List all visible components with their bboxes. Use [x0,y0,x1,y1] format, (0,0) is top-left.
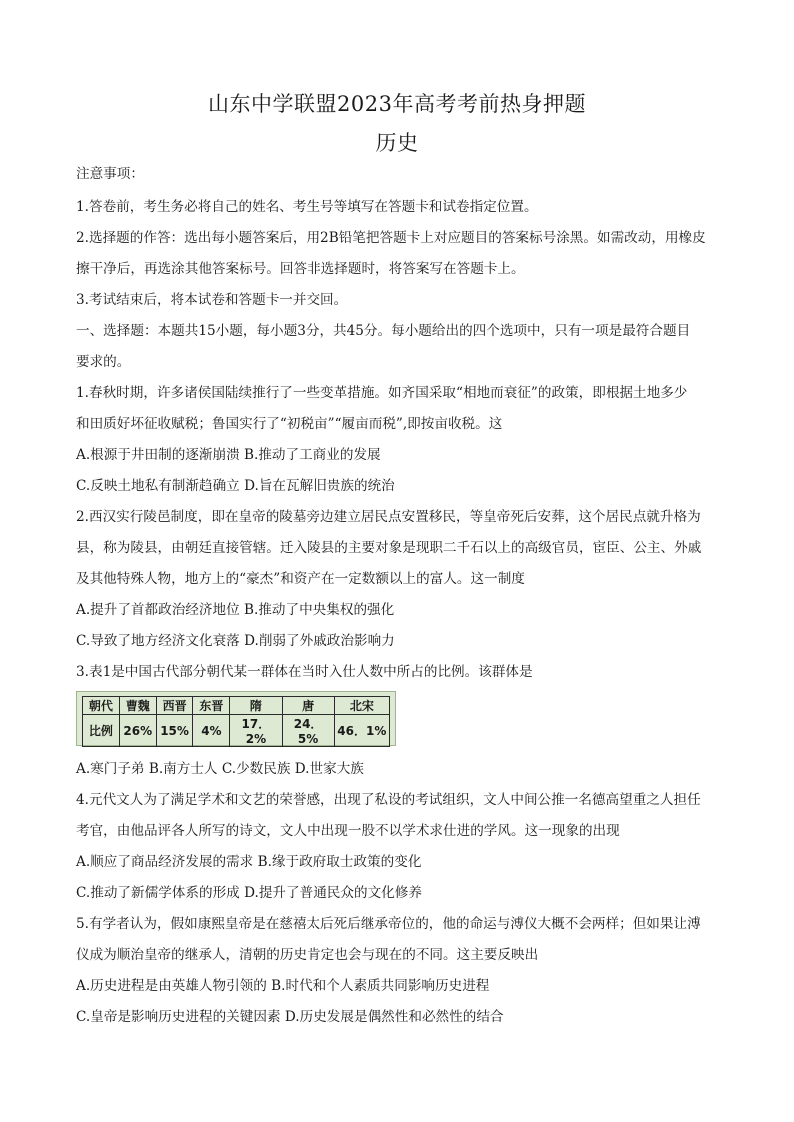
table-cell: 26% [119,715,156,747]
q2-options-cd: C.导致了地方经济文化衰落 D.削弱了外戚政治影响力 [76,633,395,649]
table-cell: 东晋 [193,697,230,715]
section-heading-cont: 要求的。 [76,354,131,370]
q4-options-ab: A.顺应了商品经济发展的需求 B.缘于政府取士政策的变化 [76,854,422,870]
notice-heading: 注意事项： [76,166,144,182]
table-cell: 17．2% [230,715,282,747]
table-cell: 4% [193,715,230,747]
table-cell: 北宋 [334,697,389,715]
q3-stem: 3.表1是中国古代部分朝代某一群体在当时入仕人数中所占的比例。该群体是 [76,664,533,680]
q5-stem-cont: 仪成为顺治皇帝的继承人，清朝的历史肯定也会与现在的不同。这主要反映出 [76,947,539,963]
q5-options-cd: C.皇帝是影响历史进程的关键因素 D.历史发展是偶然性和必然性的结合 [76,1009,504,1025]
q3-data-table [82,696,390,747]
section-heading: 一、选择题：本题共15小题，每小题3分，共45分。每小题给出的四个选项中，只有一项是最符合题目 [76,323,691,339]
table-row [83,715,390,747]
q4-stem-cont: 考官，由他品评各人所写的诗文，文人中出现一股不以学术求仕进的学风。这一现象的出现 [76,823,620,839]
q2-stem: 2.西汉实行陵邑制度，即在皇帝的陵墓旁边建立居民点安置移民，等皇帝死后安葬，这个居民点就升格为 [76,509,701,525]
q2-stem-cont-2: 及其他特殊人物，地方上的“豪杰”和资产在一定数额以上的富人。这一制度 [76,571,525,587]
table-cell: 曹魏 [119,697,156,715]
exam-subject: 历史 [375,131,419,155]
q3-options: A.寒门子弟 B.南方士人 C.少数民族 D.世家大族 [76,761,364,777]
q1-stem-cont: 和田质好坏征收赋税；鲁国实行了“初税亩”“履亩而税”,即按亩收税。这 [76,416,503,432]
table-cell: 隋 [230,697,282,715]
exam-title: 山东中学联盟2023年高考考前热身押题 [208,92,586,116]
table-cell: 西晋 [156,697,193,715]
table-cell: 朝代 [83,697,120,715]
q3-table [76,691,396,746]
table-cell: 比例 [83,715,120,747]
table-row [83,697,390,715]
q1-options-cd: C.反映土地私有制渐趋确立 D.旨在瓦解旧贵族的统治 [76,478,395,494]
notice-item-2: 2.选择题的作答：选出每小题答案后，用2B铅笔把答题卡上对应题目的答案标号涂黑。如需改动，用橡皮 [76,230,706,246]
table-cell: 15% [156,715,193,747]
table-cell: 24．5% [282,715,334,747]
q4-stem: 4.元代文人为了满足学术和文艺的荣誉感，出现了私设的考试组织，文人中间公推一名德高望重之人担任 [76,792,701,808]
q5-options-ab: A.历史进程是由英雄人物引领的 B.时代和个人素质共同影响历史进程 [76,978,490,994]
q2-stem-cont-1: 县，称为陵县，由朝廷直接管辖。迁入陵县的主要对象是现职二千石以上的高级官员，宦臣、公主、外戚 [76,540,702,556]
q5-stem: 5.有学者认为，假如康熙皇帝是在慈禧太后死后继承帝位的，他的命运与溥仪大概不会两样；但如果让溥 [76,916,701,932]
table-cell: 唐 [282,697,334,715]
q1-options-ab: A.根源于井田制的逐渐崩溃 B.推动了工商业的发展 [76,447,381,463]
notice-item-3: 3.考试结束后，将本试卷和答题卡一并交回。 [76,292,348,308]
q2-options-ab: A.提升了首都政治经济地位 B.推动了中央集权的强化 [76,602,395,618]
table-cell: 46．1% [334,715,389,747]
q1-stem: 1.春秋时期，许多诸侯国陆续推行了一些变革措施。如齐国采取“相地而衰征”的政策，即根据土地多少 [76,385,688,401]
notice-item-1: 1.答卷前，考生务必将自己的姓名、考生号等填写在答题卡和试卷指定位置。 [76,199,538,215]
notice-item-2-cont: 擦干净后，再选涂其他答案标号。回答非选择题时，将答案写在答题卡上。 [76,261,525,277]
q4-options-cd: C.推动了新儒学体系的形成 D.提升了普通民众的文化修养 [76,885,422,901]
